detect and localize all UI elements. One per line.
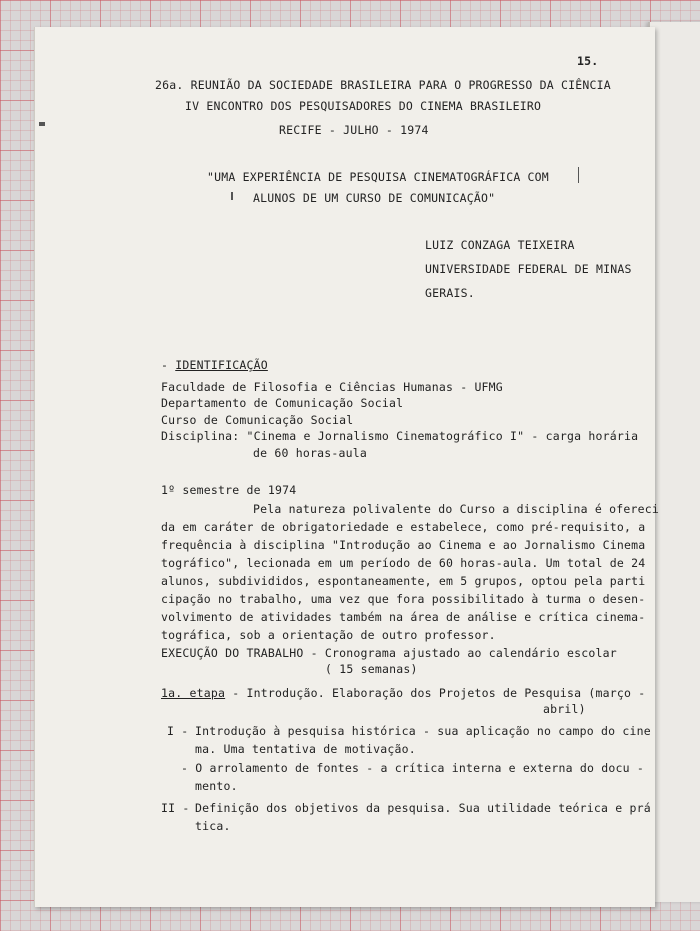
identification-line-2: Departamento de Comunicação Social bbox=[161, 396, 404, 410]
identification-line-1: Faculdade de Filosofia e Ciências Humanas - UFMG bbox=[161, 380, 503, 394]
paragraph-line-8: tográfica, sob a orientação de outro professor. bbox=[161, 628, 496, 642]
identification-line-4: Disciplina: "Cinema e Jornalismo Cinematográfico I" - carga horária bbox=[161, 429, 639, 443]
stage-text: - Introdução. Elaboração dos Projetos de Pesquisa (março - bbox=[225, 686, 646, 700]
semester: 1º semestre de 1974 bbox=[161, 483, 297, 497]
header-line-3: RECIFE - JULHO - 1974 bbox=[279, 123, 429, 137]
paragraph-line-5: alunos, subdivididos, espontaneamente, em 5 grupos, optou pela parti bbox=[161, 574, 646, 588]
paragraph-line-7: volvimento de atividades também na área de análise e crítica cinema- bbox=[161, 610, 646, 624]
item-ii-line-2: tica. bbox=[195, 819, 231, 833]
paragraph-line-3: frequência à disciplina "Introdução ao Cinema e ao Jornalismo Cinema bbox=[161, 538, 646, 552]
item-i-line-1: Introdução à pesquisa histórica - sua aplicação no campo do cine bbox=[195, 724, 651, 738]
margin-mark bbox=[39, 122, 45, 126]
execution-heading: EXECUÇÃO DO TRABALHO bbox=[161, 646, 304, 660]
stage-label: 1a. etapa bbox=[161, 686, 226, 700]
author-name: LUIZ CONZAGA TEIXEIRA bbox=[425, 238, 575, 252]
identification-heading bbox=[161, 358, 268, 372]
author-institution-1: UNIVERSIDADE FEDERAL DE MINAS bbox=[425, 262, 632, 276]
header-line-1: 26a. REUNIÃO DA SOCIEDADE BRASILEIRA PARA O PROGRESSO DA CIÊNCIA bbox=[155, 78, 611, 92]
paragraph-line-6: cipação no trabalho, uma vez que fora possibilitado à turma o desen- bbox=[161, 592, 646, 606]
execution-rest: - Cronograma ajustado ao calendário escolar bbox=[303, 646, 617, 660]
document-page bbox=[34, 27, 660, 907]
item-i-sub-line-1: - O arrolamento de fontes - a crítica interna e externa do docu - bbox=[181, 761, 645, 775]
paragraph-line-1: Pela natureza polivalente do Curso a disciplina é ofereci bbox=[253, 502, 660, 516]
item-ii-number: II - bbox=[161, 801, 190, 815]
item-i-sub-line-2: mento. bbox=[195, 779, 238, 793]
item-ii-line-1: Definição dos objetivos da pesquisa. Sua utilidade teórica e prá bbox=[195, 801, 651, 815]
stage-line-2: abril) bbox=[543, 702, 586, 716]
header-line-2: IV ENCONTRO DOS PESQUISADORES DO CINEMA BRASILEIRO bbox=[185, 99, 542, 113]
stage-line bbox=[161, 686, 645, 700]
page-number: 15. bbox=[577, 54, 599, 68]
title-line-2: ALUNOS DE UM CURSO DE COMUNICAÇÃO" bbox=[253, 191, 496, 205]
paragraph-line-2: da em caráter de obrigatoriedade e estabelece, como pré-requisito, a bbox=[161, 520, 646, 534]
item-i-number: I - bbox=[167, 724, 189, 738]
author-institution-2: GERAIS. bbox=[425, 286, 475, 300]
title-line-1: "UMA EXPERIÊNCIA DE PESQUISA CINEMATOGRÁFICA COM bbox=[207, 170, 549, 184]
paragraph-line-4: tográfico", lecionada em um período de 60 horas-aula. Um total de 24 bbox=[161, 556, 646, 570]
execution-weeks: ( 15 semanas) bbox=[325, 662, 418, 676]
margin-mark bbox=[231, 192, 233, 200]
execution-line bbox=[161, 646, 617, 660]
identification-line-3: Curso de Comunicação Social bbox=[161, 413, 354, 427]
identification-title: IDENTIFICAÇÃO bbox=[175, 358, 268, 372]
heading-dash: - bbox=[161, 358, 176, 372]
background-sheet bbox=[648, 22, 700, 902]
margin-mark bbox=[578, 167, 579, 183]
identification-line-5: de 60 horas-aula bbox=[253, 446, 367, 460]
item-i-line-2: ma. Uma tentativa de motivação. bbox=[195, 742, 416, 756]
